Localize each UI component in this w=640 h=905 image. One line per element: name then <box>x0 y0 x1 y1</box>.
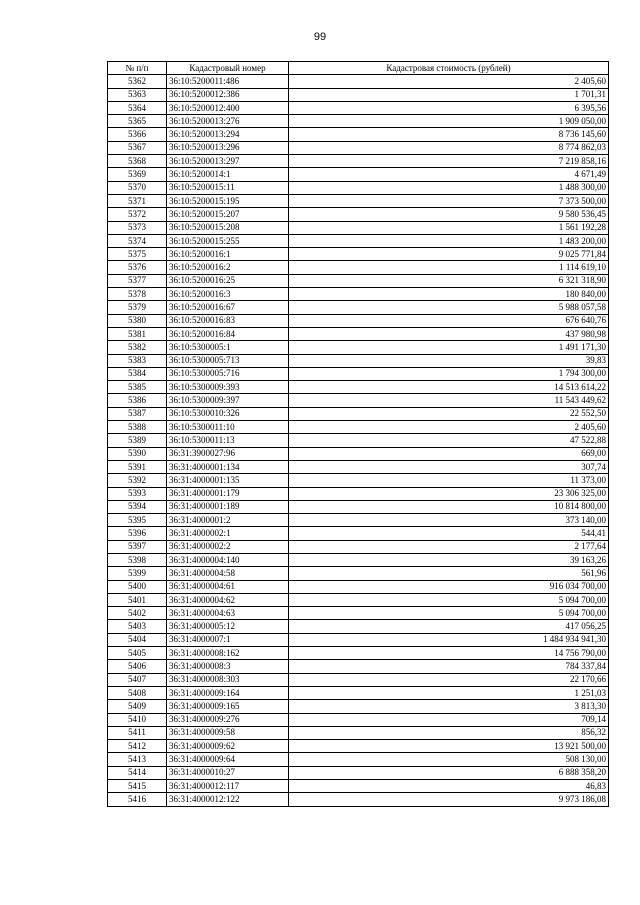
cadastral-cost-cell: 22 552,50 <box>289 407 609 420</box>
cadastral-number-cell: 36:31:4000008:3 <box>167 660 289 673</box>
cadastral-cost-cell: 9 973 186,08 <box>289 793 609 806</box>
table-row <box>108 487 609 500</box>
row-number-cell: 5398 <box>108 553 167 566</box>
row-number-cell: 5377 <box>108 274 167 287</box>
row-number-cell: 5387 <box>108 407 167 420</box>
cadastral-cost-cell: 373 140,00 <box>289 514 609 527</box>
cadastral-number-cell: 36:10:5200011:486 <box>167 75 289 88</box>
cadastral-cost-cell: 5 094 700,00 <box>289 593 609 606</box>
cadastral-number-cell: 36:31:4000008:162 <box>167 647 289 660</box>
cadastral-cost-cell: 46,83 <box>289 780 609 793</box>
cadastral-number-cell: 36:10:5300005:1 <box>167 341 289 354</box>
cadastral-cost-cell: 2 177,64 <box>289 540 609 553</box>
table-row <box>108 540 609 553</box>
row-number-cell: 5385 <box>108 381 167 394</box>
cadastral-number-cell: 36:31:4000009:276 <box>167 713 289 726</box>
cadastral-cost-cell: 6 888 358,20 <box>289 766 609 779</box>
table-row <box>108 141 609 154</box>
table-row <box>108 673 609 686</box>
cadastral-cost-cell: 417 056,25 <box>289 620 609 633</box>
table-row <box>108 726 609 739</box>
cadastral-cost-cell: 6 321 318,90 <box>289 274 609 287</box>
table-row <box>108 647 609 660</box>
cadastral-number-cell: 36:31:4000002:1 <box>167 527 289 540</box>
table-row <box>108 780 609 793</box>
cadastral-number-cell: 36:31:4000009:62 <box>167 740 289 753</box>
table-row <box>108 713 609 726</box>
cadastral-number-cell: 36:31:4000004:62 <box>167 593 289 606</box>
row-number-cell: 5401 <box>108 593 167 606</box>
row-number-cell: 5374 <box>108 234 167 247</box>
cadastral-number-cell: 36:10:5200013:296 <box>167 141 289 154</box>
cadastral-cost-cell: 2 405,60 <box>289 421 609 434</box>
table-body <box>108 75 609 806</box>
header-cadastral-number: Кадастровый номер <box>167 62 289 75</box>
table-row <box>108 288 609 301</box>
cadastral-cost-cell: 8 774 862,03 <box>289 141 609 154</box>
cadastral-cost-cell: 2 405,60 <box>289 75 609 88</box>
cadastral-cost-cell: 676 640,76 <box>289 314 609 327</box>
cadastral-number-cell: 36:10:5200014:1 <box>167 168 289 181</box>
cadastral-number-cell: 36:10:5300005:713 <box>167 354 289 367</box>
row-number-cell: 5391 <box>108 460 167 473</box>
row-number-cell: 5370 <box>108 181 167 194</box>
row-number-cell: 5415 <box>108 780 167 793</box>
cadastral-number-cell: 36:31:4000001:179 <box>167 487 289 500</box>
cadastral-cost-cell: 1 484 934 941,30 <box>289 633 609 646</box>
cadastral-cost-cell: 9 025 771,84 <box>289 248 609 261</box>
cadastral-number-cell: 36:10:5200015:195 <box>167 194 289 207</box>
cadastral-cost-cell: 561,96 <box>289 567 609 580</box>
cadastral-number-cell: 36:10:5200016:67 <box>167 301 289 314</box>
header-row-number: № п/п <box>108 62 167 75</box>
table-row <box>108 500 609 513</box>
table-row <box>108 753 609 766</box>
row-number-cell: 5410 <box>108 713 167 726</box>
table-row <box>108 221 609 234</box>
cadastral-number-cell: 36:10:5200012:386 <box>167 88 289 101</box>
cadastral-cost-cell: 669,00 <box>289 447 609 460</box>
cadastral-number-cell: 36:10:5200015:208 <box>167 221 289 234</box>
cadastral-number-cell: 36:31:4000004:63 <box>167 607 289 620</box>
table-row <box>108 527 609 540</box>
table-row <box>108 128 609 141</box>
row-number-cell: 5403 <box>108 620 167 633</box>
row-number-cell: 5412 <box>108 740 167 753</box>
row-number-cell: 5378 <box>108 288 167 301</box>
cadastral-number-cell: 36:31:4000001:134 <box>167 460 289 473</box>
table-row <box>108 580 609 593</box>
row-number-cell: 5365 <box>108 115 167 128</box>
cadastral-number-cell: 36:31:4000004:58 <box>167 567 289 580</box>
cadastral-cost-cell: 1 794 300,00 <box>289 367 609 380</box>
table-row <box>108 474 609 487</box>
cadastral-cost-cell: 784 337,84 <box>289 660 609 673</box>
table-row <box>108 793 609 806</box>
cadastral-number-cell: 36:10:5300011:10 <box>167 421 289 434</box>
cadastral-cost-cell: 307,74 <box>289 460 609 473</box>
row-number-cell: 5381 <box>108 327 167 340</box>
table-row <box>108 194 609 207</box>
row-number-cell: 5400 <box>108 580 167 593</box>
row-number-cell: 5380 <box>108 314 167 327</box>
table-row <box>108 686 609 699</box>
cadastral-cost-cell: 11 373,00 <box>289 474 609 487</box>
table-row <box>108 234 609 247</box>
table-row <box>108 740 609 753</box>
row-number-cell: 5399 <box>108 567 167 580</box>
table-row <box>108 394 609 407</box>
cadastral-cost-cell: 10 814 800,00 <box>289 500 609 513</box>
cadastral-number-cell: 36:10:5300009:393 <box>167 381 289 394</box>
table-row <box>108 567 609 580</box>
table-row <box>108 301 609 314</box>
cadastral-number-cell: 36:31:4000004:61 <box>167 580 289 593</box>
table-row <box>108 460 609 473</box>
row-number-cell: 5366 <box>108 128 167 141</box>
row-number-cell: 5371 <box>108 194 167 207</box>
table-row <box>108 407 609 420</box>
table-row <box>108 101 609 114</box>
cadastral-number-cell: 36:10:5300011:13 <box>167 434 289 447</box>
row-number-cell: 5397 <box>108 540 167 553</box>
row-number-cell: 5402 <box>108 607 167 620</box>
table-row <box>108 181 609 194</box>
cadastral-cost-cell: 4 671,49 <box>289 168 609 181</box>
cadastral-number-cell: 36:10:5200012:400 <box>167 101 289 114</box>
row-number-cell: 5386 <box>108 394 167 407</box>
cadastral-cost-cell: 1 483 200,00 <box>289 234 609 247</box>
row-number-cell: 5395 <box>108 514 167 527</box>
cadastral-table <box>107 61 609 807</box>
cadastral-number-cell: 36:10:5200015:255 <box>167 234 289 247</box>
cadastral-cost-cell: 39 163,26 <box>289 553 609 566</box>
table-row <box>108 607 609 620</box>
cadastral-cost-cell: 856,32 <box>289 726 609 739</box>
table-row <box>108 700 609 713</box>
table-row <box>108 766 609 779</box>
cadastral-cost-cell: 1 701,31 <box>289 88 609 101</box>
cadastral-cost-cell: 11 543 449,62 <box>289 394 609 407</box>
cadastral-cost-cell: 1 561 192,28 <box>289 221 609 234</box>
row-number-cell: 5368 <box>108 155 167 168</box>
row-number-cell: 5372 <box>108 208 167 221</box>
table-row <box>108 434 609 447</box>
row-number-cell: 5390 <box>108 447 167 460</box>
cadastral-number-cell: 36:31:4000010:27 <box>167 766 289 779</box>
cadastral-number-cell: 36:31:3900027:96 <box>167 447 289 460</box>
row-number-cell: 5404 <box>108 633 167 646</box>
cadastral-number-cell: 36:10:5200013:297 <box>167 155 289 168</box>
row-number-cell: 5369 <box>108 168 167 181</box>
cadastral-number-cell: 36:31:4000001:135 <box>167 474 289 487</box>
table-row <box>108 314 609 327</box>
table-row <box>108 660 609 673</box>
table-row <box>108 447 609 460</box>
cadastral-cost-cell: 1 114 619,10 <box>289 261 609 274</box>
table-row <box>108 421 609 434</box>
table-row <box>108 75 609 88</box>
cadastral-number-cell: 36:10:5200016:3 <box>167 288 289 301</box>
cadastral-number-cell: 36:31:4000001:2 <box>167 514 289 527</box>
cadastral-number-cell: 36:10:5200013:276 <box>167 115 289 128</box>
cadastral-cost-cell: 5 988 057,58 <box>289 301 609 314</box>
cadastral-cost-cell: 9 580 536,45 <box>289 208 609 221</box>
row-number-cell: 5411 <box>108 726 167 739</box>
cadastral-cost-cell: 709,14 <box>289 713 609 726</box>
row-number-cell: 5389 <box>108 434 167 447</box>
table-row <box>108 248 609 261</box>
cadastral-cost-cell: 6 395,56 <box>289 101 609 114</box>
row-number-cell: 5376 <box>108 261 167 274</box>
table-row <box>108 354 609 367</box>
row-number-cell: 5392 <box>108 474 167 487</box>
cadastral-number-cell: 36:10:5200015:11 <box>167 181 289 194</box>
cadastral-number-cell: 36:31:4000009:165 <box>167 700 289 713</box>
row-number-cell: 5409 <box>108 700 167 713</box>
cadastral-cost-cell: 14 513 614,22 <box>289 381 609 394</box>
table-row <box>108 327 609 340</box>
cadastral-number-cell: 36:31:4000009:64 <box>167 753 289 766</box>
cadastral-cost-cell: 1 491 171,30 <box>289 341 609 354</box>
row-number-cell: 5416 <box>108 793 167 806</box>
cadastral-cost-cell: 437 980,98 <box>289 327 609 340</box>
row-number-cell: 5367 <box>108 141 167 154</box>
cadastral-number-cell: 36:31:4000005:12 <box>167 620 289 633</box>
cadastral-number-cell: 36:31:4000002:2 <box>167 540 289 553</box>
row-number-cell: 5405 <box>108 647 167 660</box>
row-number-cell: 5408 <box>108 686 167 699</box>
cadastral-cost-cell: 22 170,66 <box>289 673 609 686</box>
row-number-cell: 5413 <box>108 753 167 766</box>
cadastral-number-cell: 36:31:4000012:122 <box>167 793 289 806</box>
cadastral-number-cell: 36:31:4000007:1 <box>167 633 289 646</box>
row-number-cell: 5383 <box>108 354 167 367</box>
row-number-cell: 5382 <box>108 341 167 354</box>
row-number-cell: 5394 <box>108 500 167 513</box>
cadastral-number-cell: 36:10:5200016:83 <box>167 314 289 327</box>
table-row <box>108 367 609 380</box>
table-row <box>108 88 609 101</box>
cadastral-number-cell: 36:31:4000008:303 <box>167 673 289 686</box>
cadastral-number-cell: 36:10:5200016:2 <box>167 261 289 274</box>
table-row <box>108 208 609 221</box>
cadastral-cost-cell: 1 909 050,00 <box>289 115 609 128</box>
row-number-cell: 5407 <box>108 673 167 686</box>
row-number-cell: 5379 <box>108 301 167 314</box>
table-header-row <box>108 62 609 75</box>
row-number-cell: 5396 <box>108 527 167 540</box>
table-row <box>108 168 609 181</box>
cadastral-number-cell: 36:31:4000001:189 <box>167 500 289 513</box>
row-number-cell: 5362 <box>108 75 167 88</box>
table-row <box>108 633 609 646</box>
table-row <box>108 115 609 128</box>
table-row <box>108 381 609 394</box>
row-number-cell: 5373 <box>108 221 167 234</box>
table-row <box>108 155 609 168</box>
cadastral-number-cell: 36:31:4000009:164 <box>167 686 289 699</box>
table-row <box>108 274 609 287</box>
cadastral-number-cell: 36:10:5300009:397 <box>167 394 289 407</box>
cadastral-number-cell: 36:31:4000004:140 <box>167 553 289 566</box>
cadastral-cost-cell: 8 736 145,60 <box>289 128 609 141</box>
cadastral-cost-cell: 544,41 <box>289 527 609 540</box>
cadastral-number-cell: 36:10:5200016:25 <box>167 274 289 287</box>
cadastral-cost-cell: 23 306 325,00 <box>289 487 609 500</box>
cadastral-cost-cell: 13 921 500,00 <box>289 740 609 753</box>
cadastral-cost-cell: 7 219 858,16 <box>289 155 609 168</box>
row-number-cell: 5388 <box>108 421 167 434</box>
cadastral-number-cell: 36:31:4000012:117 <box>167 780 289 793</box>
row-number-cell: 5384 <box>108 367 167 380</box>
page-number: 99 <box>313 31 327 43</box>
cadastral-cost-cell: 14 756 790,00 <box>289 647 609 660</box>
row-number-cell: 5375 <box>108 248 167 261</box>
table-row <box>108 514 609 527</box>
cadastral-cost-cell: 39,83 <box>289 354 609 367</box>
cadastral-cost-cell: 1 251,03 <box>289 686 609 699</box>
cadastral-cost-cell: 3 813,30 <box>289 700 609 713</box>
cadastral-number-cell: 36:10:5300005:716 <box>167 367 289 380</box>
table-row <box>108 341 609 354</box>
row-number-cell: 5393 <box>108 487 167 500</box>
cadastral-cost-cell: 7 373 500,00 <box>289 194 609 207</box>
row-number-cell: 5406 <box>108 660 167 673</box>
cadastral-number-cell: 36:10:5200016:84 <box>167 327 289 340</box>
table-row <box>108 620 609 633</box>
cadastral-number-cell: 36:10:5200013:294 <box>167 128 289 141</box>
cadastral-cost-cell: 916 034 700,00 <box>289 580 609 593</box>
cadastral-number-cell: 36:31:4000009:58 <box>167 726 289 739</box>
row-number-cell: 5364 <box>108 101 167 114</box>
header-cadastral-cost: Кадастровая стоимость (рублей) <box>289 62 609 75</box>
cadastral-number-cell: 36:10:5300010:326 <box>167 407 289 420</box>
row-number-cell: 5363 <box>108 88 167 101</box>
cadastral-cost-cell: 1 488 300,00 <box>289 181 609 194</box>
cadastral-cost-cell: 180 840,00 <box>289 288 609 301</box>
cadastral-cost-cell: 47 522,88 <box>289 434 609 447</box>
cadastral-number-cell: 36:10:5200016:1 <box>167 248 289 261</box>
cadastral-number-cell: 36:10:5200015:207 <box>167 208 289 221</box>
row-number-cell: 5414 <box>108 766 167 779</box>
table-row <box>108 261 609 274</box>
cadastral-cost-cell: 5 094 700,00 <box>289 607 609 620</box>
table-row <box>108 553 609 566</box>
cadastral-cost-cell: 508 130,00 <box>289 753 609 766</box>
table-row <box>108 593 609 606</box>
